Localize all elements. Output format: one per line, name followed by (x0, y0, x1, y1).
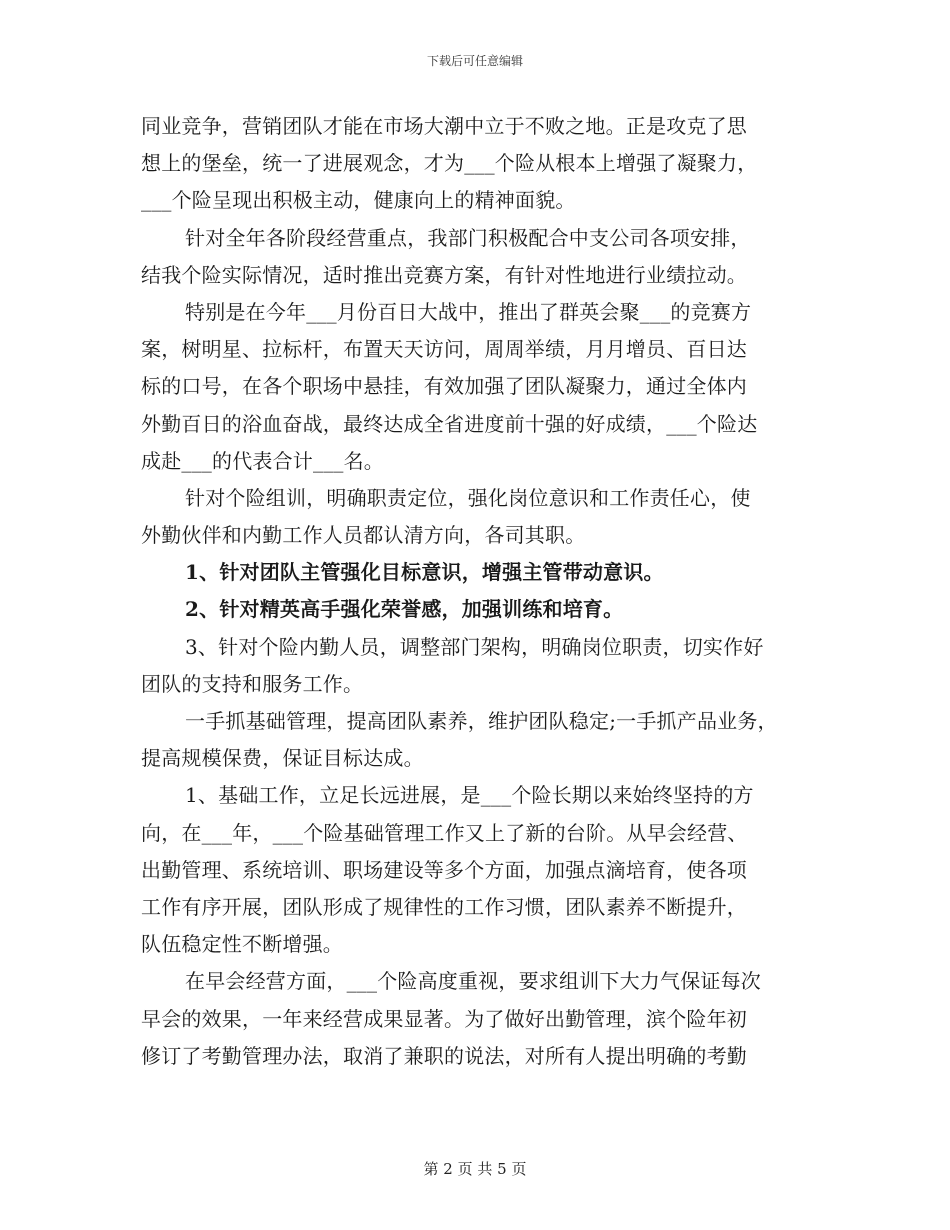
text-line: 结我个险实际情况，适时推出竞赛方案，有针对性地进行业绩拉动。 (141, 262, 747, 287)
text-line: 1、针对团队主管强化目标意识，增强主管带动意识。 (185, 560, 664, 585)
text-line: 针对个险组训，明确职责定位，强化岗位意识和工作责任心，使 (185, 485, 751, 510)
text-line: ___个险呈现出积极主动，健康向上的精神面貌。 (141, 188, 576, 213)
text-line: 外勤伙伴和内勤工作人员都认清方向，各司其职。 (141, 523, 586, 548)
text-line: 一手抓基础管理，提高团队素养，维护团队稳定;一手抓产品业务， (185, 709, 778, 733)
document-body (141, 108, 821, 1075)
page-header: 下载后可任意编辑 (426, 54, 523, 68)
text-line: 案，树明星、拉标杆，布置天天访问，周周举绩，月月增员、百日达 (141, 337, 747, 362)
text-line: 队伍稳定性不断增强。 (141, 932, 343, 957)
text-line: 针对全年各阶段经营重点，我部门积极配合中支公司各项安排， (185, 225, 751, 250)
text-line: 3、针对个险内勤人员，调整部门架构，明确岗位职责，切实作好 (185, 634, 764, 659)
text-line: 早会的效果，一年来经营成果显著。为了做好出勤管理，滨个险年初 (141, 1006, 747, 1031)
page-footer: 第 2 页 共 5 页 (423, 1160, 527, 1178)
text-line: 向，在___年，___个险基础管理工作又上了新的台阶。从早会经营、 (141, 820, 748, 845)
text-line: 2、针对精英高手强化荣誉感，加强训练和培育。 (185, 597, 624, 622)
text-line: 提高规模保费，保证目标达成。 (141, 746, 424, 771)
text-line: 1、基础工作，立足长远进展，是___个险长期以来始终坚持的方 (185, 783, 754, 808)
text-line: 想上的堡垒，统一了进展观念，才为___个险从根本上增强了凝聚力， (141, 151, 758, 176)
text-line: 团队的支持和服务工作。 (141, 671, 364, 696)
text-line: 特别是在今年___月份百日大战中，推出了群英会聚___的竞赛方 (185, 299, 752, 324)
text-line: 外勤百日的浴血奋战，最终达成全省进度前十强的好成绩，___个险达 (141, 411, 758, 436)
text-line: 成赴___的代表合计___名。 (141, 448, 384, 473)
text-line: 出勤管理、系统培训、职场建设等多个方面，加强点滴培育，使各项 (141, 857, 747, 882)
text-line: 工作有序开展，团队形成了规律性的工作习惯，团队素养不断提升， (141, 894, 747, 919)
text-line: 同业竞争，营销团队才能在市场大潮中立于不败之地。正是攻克了思 (141, 114, 747, 138)
text-line: 修订了考勤管理办法，取消了兼职的说法，对所有人提出明确的考勤 (141, 1043, 747, 1068)
text-line: 在早会经营方面，___个险高度重视，要求组训下大力气保证每次 (185, 969, 761, 994)
text-line: 标的口号，在各个职场中悬挂，有效加强了团队凝聚力，通过全体内 (141, 374, 747, 399)
